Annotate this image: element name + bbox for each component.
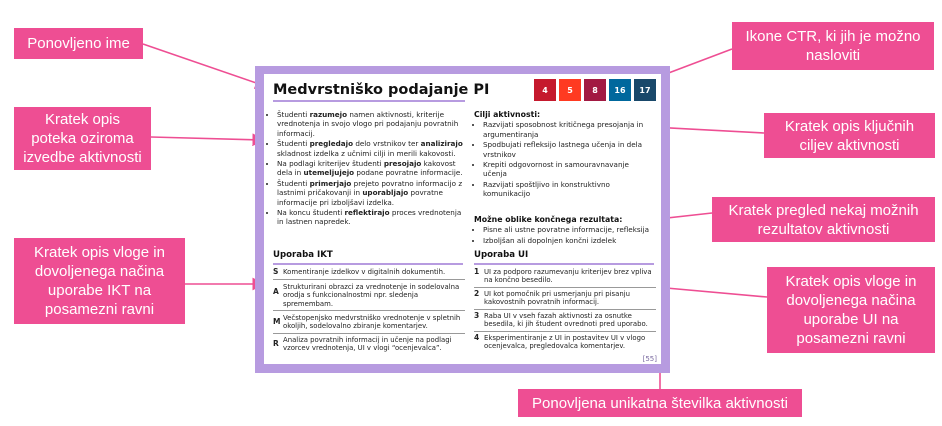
ict-row-divider (273, 310, 465, 311)
ai-row-level-1: 1 UI za podporo razumevanju kriterijev brez vpliva na končno besedilo. (474, 267, 652, 285)
goal-item: • Razvijati sposobnost kritičnega presojanja in argumentiranja (483, 120, 654, 139)
result-item: • Pisne ali ustne povratne informacije, refleksija (483, 225, 654, 234)
activity-goals (474, 110, 654, 200)
step-item: • Na koncu študenti reflektirajo proces vrednotenja in lastnen napredek. (277, 208, 466, 227)
goals-heading: Cilji aktivnosti: (474, 110, 541, 119)
sdg-gender-equality-icon: 5 (559, 79, 581, 101)
result-item: • Izboljšan ali dopolnjen končni izdelek (483, 236, 654, 245)
step-item: • Na podlagi kriterijev študenti presojajo kakovost dela in utemeljujejo podane povratne informacije. (277, 159, 466, 178)
callout-repeated-name: Ponovljeno ime (14, 28, 143, 59)
ict-title: Uporaba IKT (273, 250, 333, 260)
ai-row-level-4: 4 Eksperimentiranje z UI in postavitev UI v vlogo ocenjevalca, pregledovalca komentarjev. (474, 333, 646, 351)
results-heading: Možne oblike končnega rezultata: (474, 215, 623, 224)
step-item: • Študenti razumejo namen aktivnosti, kriterije vrednotenja in svojo vlogo pri podajanju povratnih informacij. (277, 110, 466, 138)
sdg-icon-strip (534, 79, 656, 101)
ai-row-divider (474, 309, 656, 310)
ict-row-divider (273, 279, 465, 280)
goal-item: • Krepiti odgovornost in samouravnavanje učenja (483, 160, 654, 179)
step-item: • Študenti pregledajo delo vrstnikov ter analizirajo skladnost izdelka z učnimi cilji in merili kakovosti. (277, 139, 466, 158)
ai-title: Uporaba UI (474, 250, 529, 260)
activity-title: Medvrstniško podajanje PI (273, 82, 490, 98)
callout-results-overview: Kratek pregled nekaj možnih rezultatov aktivnosti (712, 197, 935, 242)
callout-repeated-number: Ponovljena unikatna številka aktivnosti (518, 389, 802, 417)
title-underline (273, 100, 465, 102)
activity-steps (268, 110, 466, 228)
ict-row-substitution: S Komentiranje izdelkov v digitalnih dokumentih. (273, 267, 446, 276)
ict-row-modification: M Večstopenjsko medvrstniško vrednotenje v spletnih okoljih, sodelovalno zbiranje komentarjev. (273, 314, 461, 331)
activity-results (474, 215, 654, 246)
ai-title-rule (474, 263, 654, 265)
ai-row-divider (474, 287, 656, 288)
callout-ict-role: Kratek opis vloge in dovoljenega načina uporabe IKT na posamezni ravni (14, 238, 185, 324)
callout-activity-description: Kratek opis poteka oziroma izvedbe aktivnosti (14, 107, 151, 170)
sdg-peace-justice-icon: 16 (609, 79, 631, 101)
goal-item: • Spodbujati refleksijo lastnega učenja in dela vrstnikov (483, 140, 654, 159)
callout-sdg-icons: Ikone CTR, ki jih je možno nasloviti (732, 22, 934, 70)
ict-row-redefinition: R Analiza povratnih informacij in učenje na podlagi vzorcev vrednotenja, UI v vlogi “ocenjevalca”. (273, 336, 452, 353)
step-item: • Študenti primerjajo prejeto povratno informacijo z lastnimi pričakovanji in uporabljajo povratne informacije pri izboljšavi izdelka. (277, 179, 466, 207)
sdg-quality-education-icon: 4 (534, 79, 556, 101)
ict-title-rule (273, 263, 463, 265)
sdg-decent-work-icon: 8 (584, 79, 606, 101)
goal-item: • Razvijati spoštljivo in konstruktivno komunikacijo (483, 180, 654, 199)
activity-card-frame (255, 66, 670, 373)
ai-row-level-2: 2 UI kot pomočnik pri usmerjanju pri pisanju kakovostnih povratnih informacij. (474, 289, 630, 307)
ict-row-augmentation: A Strukturirani obrazci za vrednotenje in sodelovalna orodja s funkcionalnostmi npr. sledenja spremembam. (273, 283, 460, 308)
callout-ai-role: Kratek opis vloge in dovoljenega načina uporabe UI na posamezni ravni (767, 267, 935, 353)
activity-card (264, 74, 661, 364)
ai-row-level-3: 3 Raba UI v vseh fazah aktivnosti za osnutke besedila, ki jih študent ovrednoti pred uporabo. (474, 311, 648, 329)
ict-row-divider (273, 333, 465, 334)
ai-row-divider (474, 331, 656, 332)
activity-number: [55] (642, 355, 657, 363)
sdg-partnerships-icon: 17 (634, 79, 656, 101)
callout-key-goals: Kratek opis ključnih ciljev aktivnosti (764, 113, 935, 158)
